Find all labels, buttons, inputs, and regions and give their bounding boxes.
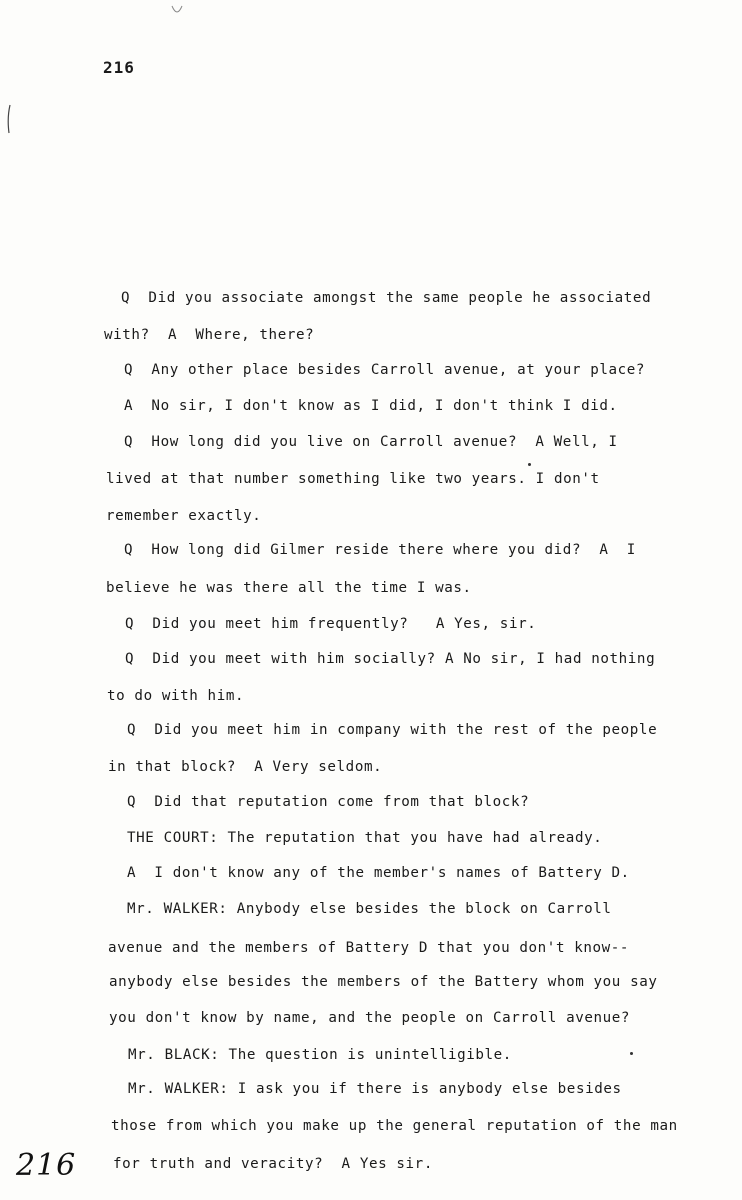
margin-pencil-mark [5, 104, 13, 134]
transcript-line: avenue and the members of Battery D that you don't know-- [108, 940, 630, 956]
transcript-line: Q Did that reputation come from that block? [127, 794, 530, 810]
transcript-line: Mr. BLACK: The question is unintelligible. [128, 1047, 512, 1063]
transcript-line: A I don't know any of the member's names of Battery D. [127, 865, 630, 881]
transcript-line: Q Any other place besides Carroll avenue, at your place? [124, 362, 646, 378]
ink-speck [630, 1052, 633, 1055]
transcript-line: to do with him. [107, 688, 245, 704]
transcript-line: believe he was there all the time I was. [106, 580, 472, 596]
transcript-line: Mr. WALKER: Anybody else besides the block on Carroll [127, 901, 612, 917]
punch-hole-mark [170, 4, 184, 22]
ink-speck [528, 463, 531, 466]
transcript-line: THE COURT: The reputation that you have had already. [127, 830, 603, 846]
transcript-line: those from which you make up the general reputation of the man [111, 1118, 678, 1134]
transcript-line: Q How long did Gilmer reside there where you did? A I [124, 542, 636, 558]
transcript-line: lived at that number something like two years. I don't [106, 471, 600, 487]
transcript-line: anybody else besides the members of the Battery whom you say [109, 974, 658, 990]
transcript-line: you don't know by name, and the people on Carroll avenue? [109, 1010, 631, 1026]
page-number: 216 [103, 58, 135, 77]
transcript-line: Q Did you meet with him socially? A No sir, I had nothing [125, 651, 656, 667]
transcript-line: for truth and veracity? A Yes sir. [113, 1156, 433, 1172]
handwritten-page-number: 216 [16, 1148, 77, 1183]
transcript-line: A No sir, I don't know as I did, I don't think I did. [124, 398, 618, 414]
transcript-line: Q Did you meet him in company with the rest of the people [127, 722, 658, 738]
transcript-line: with? A Where, there? [104, 327, 315, 343]
transcript-line: Mr. WALKER: I ask you if there is anybody else besides [128, 1081, 622, 1097]
transcript-line: remember exactly. [106, 508, 262, 524]
transcript-line: Q Did you associate amongst the same people he associated [121, 290, 652, 306]
transcript-line: in that block? A Very seldom. [108, 759, 383, 775]
transcript-line: Q Did you meet him frequently? A Yes, sir. [125, 616, 537, 632]
transcript-line: Q How long did you live on Carroll avenue? A Well, I [124, 434, 618, 450]
